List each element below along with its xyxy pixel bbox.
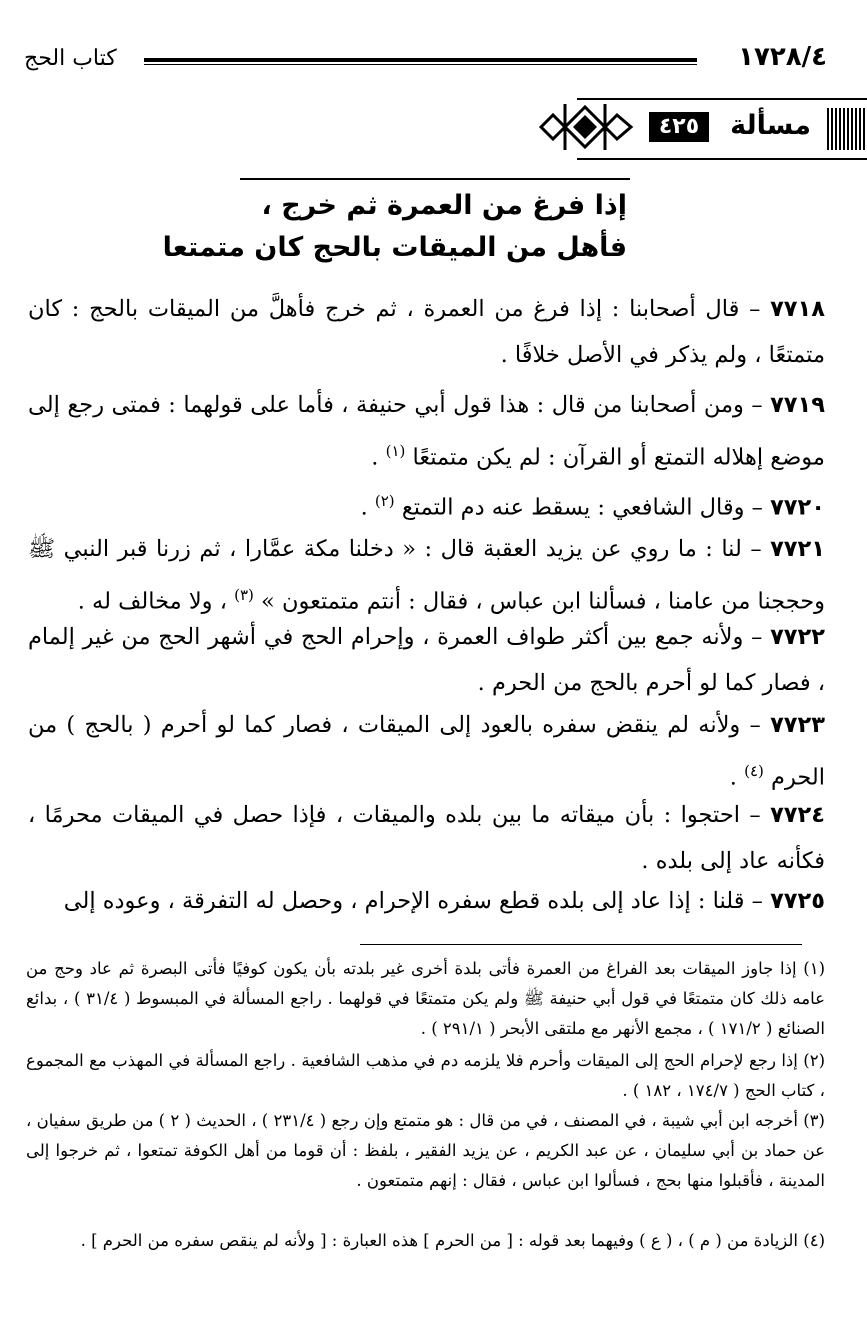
issue-label: مسألة [730,110,811,141]
paragraph-7719: ٧٧١٩ – ومن أصحابنا من قال : هذا قول أبي حنيفة ، فأما على قولهما : فمتى رجع إلى موضع إهلاله التمتع أو القرآن : لم يكن متمتعًا $^{(١)}$ . [28,392,825,471]
paragraph-7720: ٧٧٢٠ – وقال الشافعي : يسقط عنه دم التمتع $^{(٢)}$ . [360,492,825,521]
running-header [24,42,827,76]
footnote-marker: (٤) [744,762,764,780]
paragraph-7718: ٧٧١٨ – قال أصحابنا : إذا فرغ من العمرة ، ثم خرج فأهلَّ من الميقات بالحج : كان متمتعًا ، ولم يذكر في الأصل خلافًا . [28,296,825,368]
footnote-2: (٢) إذا رجع لإحرام الحج إلى الميقات وأحرم فلا يلزمه دم في مذهب الشافعية . راجع المسألة في المهذب مع المجموع ، كتاب الحج ( ١٧٤/٧ ، ١٨٢ ) . [26,1051,825,1100]
footnote-marker: (٢) [374,492,395,510]
paragraph-7724: ٧٧٢٤ – احتجوا : بأن ميقاته ما بين بلده والميقات ، فإذا حصل في الميقات محرمًا ، فكأنه عاد إلى بلده . [28,802,825,874]
footnote-4: (٤) الزيادة من ( م ) ، ( ع ) وفيهما بعد قوله : [ من الحرم ] هذه العبارة : [ ولأنه لم ينقص سفره من الحرم ] . [80,1231,825,1250]
paragraph-7725: ٧٧٢٥ – قلنا : إذا عاد إلى بلده قطع سفره الإحرام ، وحصل له التفرقة ، وعوده إلى [63,888,825,914]
paragraph-7721: ٧٧٢١ – لنا : ما روي عن يزيد العقبة قال : « دخلنا مكة عمَّارا ، ثم زرنا قبر النبي ﷺ وحججنا من عامنا ، فسألنا ابن عباس ، فقال : أنتم متمتعون » $^{(٣)}$ ، ولا مخالف له . [28,536,825,615]
issue-number: ٤٢٥ [649,112,709,142]
stripes-ornament [827,108,867,150]
ornament-icon [535,98,635,156]
section-title-line-1: إذا فرغ من العمرة ثم خرج ، [261,190,627,221]
section-title-line-2: فأهل من الميقات بالحج كان متمتعا [162,232,627,263]
title-rule [240,178,630,180]
footnote-3: (٣) أخرجه ابن أبي شيبة ، في المصنف ، في من قال : هو متمتع وإن رجع ( ٢٣١/٤ ) ، الحديث ( ٢ ) من طريق سفيان ، عن حماد بن أبي سليمان ، عن عبد الكريم ، عن يزيد الفقير ، بلفظ : أن قوما من أهل الكوفة تمتعوا ، ثم خرجوا إلى المدينة ، فأقبلوا منها بحج ، فسألوا ابن عباس ، فقال : إنهم متمتعون . [26,1111,825,1190]
footnote-rule [360,944,802,945]
paragraph-7723: ٧٧٢٣ – ولأنه لم ينقض سفره بالعود إلى الميقات ، فصار كما لو أحرم ( بالحج ) من الحرم $^{(٤)}$ . [28,712,825,791]
footnote-marker: (٣) [234,586,254,604]
page-number: ١٧٢٨/٤ [738,42,827,72]
footnote-marker: (١) [385,442,406,460]
footnote-1: (١) إذا جاوز الميقات بعد الفراغ من العمرة فأتى بلدة أخرى غير بلدته بأن يكون كوفيًا فأتى البصرة ثم عاد وحج من عامه ذلك كان متمتعًا في قول أبي حنيفة ﷺ ولم يكن متمتعًا في قولهما . راجع المسألة في المبسوط ( ٣١/٤ ) ، بدائع الصنائع ( ١٧١/٢ ) ، مجمع الأنهر مع ملتقى الأبحر ( ٢٩١/١ ) . [26,959,825,1038]
book-title: كتاب الحج [24,46,117,71]
header-rule [144,58,697,62]
paragraph-7722: ٧٧٢٢ – ولأنه جمع بين أكثر طواف العمرة ، وإحرام الحج في أشهر الحج من غير إلمام ، فصار كما لو أحرم بالحج من الحرم . [28,624,825,696]
